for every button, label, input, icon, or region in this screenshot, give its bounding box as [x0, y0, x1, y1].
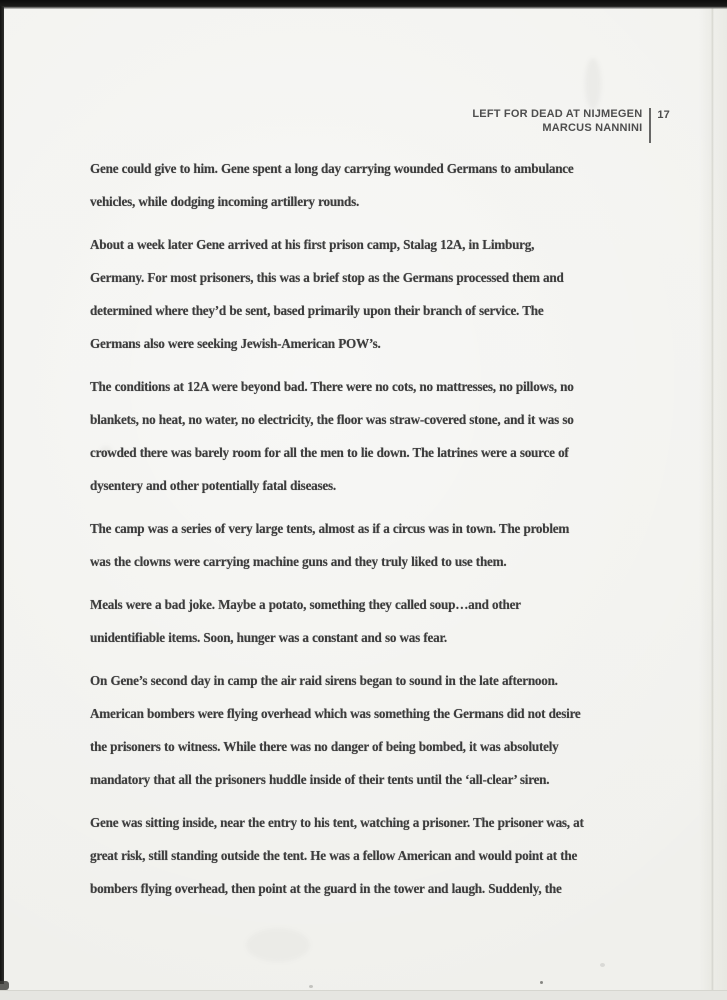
scanner-edge-left	[0, 6, 4, 984]
text-line: On Gene’s second day in camp the air raid sirens began to sound in the late afternoon.	[90, 673, 558, 688]
paragraph	[90, 370, 642, 502]
scan-right-shadow	[699, 8, 727, 991]
text-line: great risk, still standing outside the tent. He was a fellow American and would point at the	[90, 848, 578, 863]
text-line: The conditions at 12A were beyond bad. There were no cots, no mattresses, no pillows, no	[90, 379, 574, 394]
text-line: bombers flying overhead, then point at the guard in the tower and laugh. Suddenly, the	[90, 881, 562, 896]
text-line: Germany. For most prisoners, this was a brief stop as the Germans processed them and	[90, 270, 564, 285]
page-body	[90, 152, 642, 915]
paragraph	[90, 664, 642, 796]
scan-speck	[600, 963, 605, 967]
paragraph	[90, 806, 642, 905]
text-line: Germans also were seeking Jewish-American POW’s.	[90, 336, 381, 351]
text-line: crowded there was barely room for all the men to lie down. The latrines were a source of	[90, 445, 569, 460]
scan-speck	[540, 981, 543, 984]
text-line: vehicles, while dodging incoming artillery rounds.	[90, 194, 360, 209]
text-line: Gene could give to him. Gene spent a long day carrying wounded Germans to ambulance	[90, 161, 574, 176]
scanner-edge-top	[0, 0, 727, 9]
text-line: unidentifiable items. Soon, hunger was a constant and so was fear.	[90, 630, 447, 645]
text-line: About a week later Gene arrived at his first prison camp, Stalag 12A, in Limburg,	[90, 237, 535, 252]
book-title: LEFT FOR DEAD AT NIJMEGEN	[472, 108, 643, 120]
text-line: Gene was sitting inside, near the entry to his tent, watching a prisoner. The prisoner was, at	[90, 815, 584, 830]
paragraph	[90, 588, 642, 654]
paragraph	[90, 228, 642, 360]
scan-smudge	[585, 58, 601, 110]
text-line: the prisoners to witness. While there was no danger of being bombed, it was absolutely	[90, 739, 559, 754]
paragraph	[90, 512, 642, 578]
text-line: The camp was a series of very large tents, almost as if a circus was in town. The problem	[90, 521, 570, 536]
text-line: American bombers were flying overhead which was something the Germans did not desire	[90, 706, 581, 721]
text-line: was the clowns were carrying machine guns and they truly liked to use them.	[90, 554, 507, 569]
text-line: dysentery and other potentially fatal diseases.	[90, 478, 336, 493]
paragraph	[90, 152, 642, 218]
scan-smudge	[246, 928, 310, 962]
scan-speck	[309, 985, 313, 988]
text-line: determined where they’d be sent, based primarily upon their branch of service. The	[90, 303, 544, 318]
text-line: mandatory that all the prisoners huddle inside of their tents until the ‘all-clear’ siren.	[90, 772, 550, 787]
page-header	[472, 107, 670, 143]
text-line: blankets, no heat, no water, no electricity, the floor was straw-covered stone, and it was so	[90, 412, 574, 427]
header-text-block	[472, 107, 642, 135]
text-line: Meals were a bad joke. Maybe a potato, something they called soup…and other	[90, 597, 521, 612]
scan-bottom-edge	[0, 990, 727, 1000]
author-name: MARCUS NANNINI	[542, 122, 643, 134]
page-number: 17	[657, 109, 670, 121]
header-divider	[649, 108, 651, 143]
